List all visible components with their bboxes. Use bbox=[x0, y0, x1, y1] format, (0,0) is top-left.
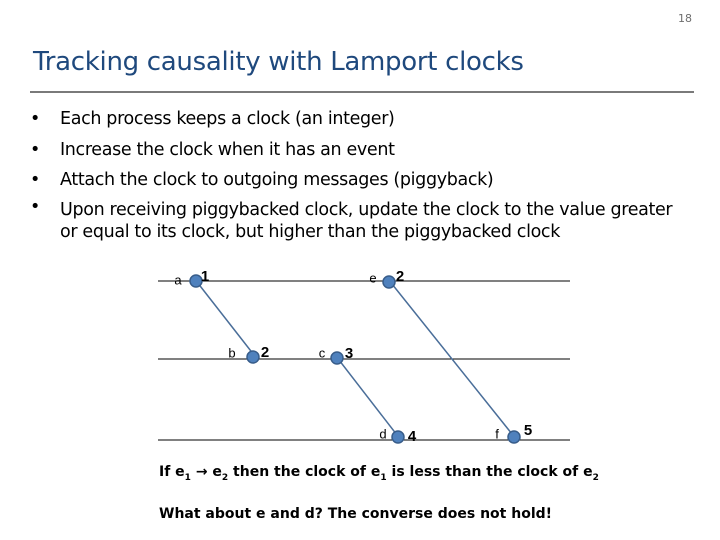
event-clock: 4 bbox=[407, 427, 417, 445]
page-number: 18 bbox=[678, 12, 692, 25]
message-arrow-a-b bbox=[197, 282, 254, 355]
event-clock: 1 bbox=[200, 267, 210, 285]
event-clock: 5 bbox=[523, 421, 533, 439]
note-text: is less than the clock of e bbox=[386, 464, 593, 480]
event-d bbox=[379, 426, 416, 445]
note-subscript: 2 bbox=[221, 472, 229, 483]
event-clock: 2 bbox=[260, 343, 270, 361]
note-text: If e bbox=[159, 464, 185, 480]
event-label: e bbox=[369, 270, 377, 286]
event-a bbox=[174, 268, 209, 287]
bullet-item: • Attach the clock to outgoing messages (piggyback) bbox=[30, 165, 690, 196]
event-dot bbox=[331, 352, 343, 364]
event-label: f bbox=[495, 426, 499, 442]
bullet-item: • Increase the clock when it has an event bbox=[30, 135, 690, 166]
slide-title: Tracking causality with Lamport clocks bbox=[33, 47, 524, 77]
converse-note: What about e and d? The converse does not hold! bbox=[159, 506, 553, 522]
note-text: then the clock of e bbox=[228, 464, 381, 480]
event-dot bbox=[508, 431, 520, 443]
implies-arrow-icon: → bbox=[195, 464, 208, 480]
event-clock: 3 bbox=[344, 344, 354, 362]
event-c bbox=[319, 345, 353, 364]
event-dot bbox=[392, 431, 404, 443]
event-b bbox=[228, 344, 269, 363]
bullet-item: • Each process keeps a clock (an integer) bbox=[30, 104, 690, 135]
event-dot bbox=[247, 351, 259, 363]
event-label: a bbox=[174, 272, 182, 288]
causality-note bbox=[159, 464, 599, 483]
note-text: e bbox=[207, 464, 222, 480]
event-label: d bbox=[379, 426, 387, 442]
note-subscript: 1 bbox=[184, 472, 191, 483]
note-subscript: 2 bbox=[592, 472, 599, 483]
event-e bbox=[369, 268, 404, 288]
message-arrow-c-d bbox=[339, 360, 397, 435]
event-label: c bbox=[318, 345, 326, 361]
note-subscript: 1 bbox=[380, 472, 387, 483]
bullet-item: • Upon receiving piggybacked clock, update the clock to the value greater or equal to its clock, but higher than the piggybacked clock bbox=[30, 196, 690, 243]
event-label: b bbox=[228, 345, 236, 361]
event-clock: 2 bbox=[395, 267, 405, 285]
event-dot bbox=[383, 276, 395, 288]
